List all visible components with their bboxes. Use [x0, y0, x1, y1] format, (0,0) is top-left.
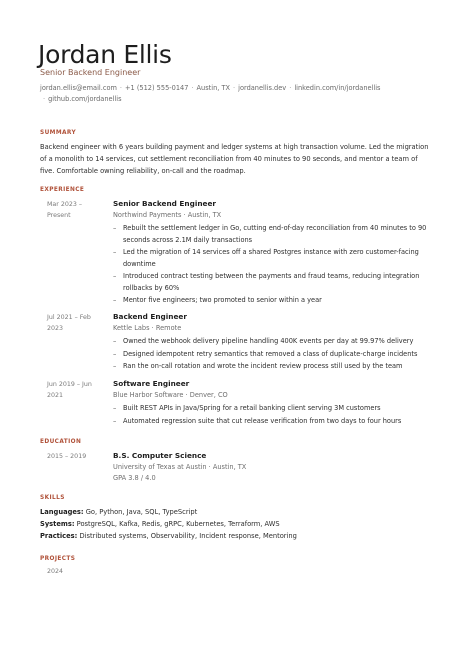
- bullet-item: – Owned the webhook delivery pipeline handling 400K events per day at 99.97% delivery: [113, 336, 433, 348]
- contact-linkedin[interactable]: linkedin.com/in/jordanellis: [294, 84, 381, 92]
- section-label-projects: PROJECTS: [40, 556, 76, 562]
- skills-key: Practices:: [40, 532, 78, 540]
- contact-location: Austin, TX: [196, 84, 230, 92]
- skills-value: Go, Python, Java, SQL, TypeScript: [85, 508, 198, 516]
- contact-website[interactable]: jordanellis.dev: [238, 84, 287, 92]
- section-label-education: EDUCATION: [40, 439, 82, 445]
- education-details: [113, 450, 433, 484]
- separator: ·: [289, 84, 292, 92]
- skills-value: Distributed systems, Observability, Incident response, Mentoring: [79, 532, 297, 540]
- job-organization: Kettle Labs · Remote: [113, 324, 182, 332]
- separator: ·: [119, 84, 123, 92]
- bullet-item: – Ran the on-call rotation and wrote the incident review process still used by the team: [113, 361, 433, 373]
- job-details: [113, 311, 433, 374]
- job-dates: Jul 2021 – Feb 2023: [47, 314, 91, 332]
- job-dates: Jun 2019 – Jun 2021: [47, 381, 92, 399]
- project-year: 2024: [47, 568, 64, 575]
- job-title: Senior Backend Engineer: [113, 199, 217, 208]
- job-title: Software Engineer: [113, 379, 190, 388]
- gpa: GPA 3.8 / 4.0: [113, 474, 156, 482]
- education-dates: 2015 – 2019: [47, 453, 87, 460]
- bullet-item: – Led the migration of 14 services off a shared Postgres instance with zero customer-facing downtime: [113, 247, 433, 270]
- separator: ·: [191, 84, 194, 92]
- section-label-experience: EXPERIENCE: [40, 187, 85, 193]
- bullet-item: – Built REST APIs in Java/Spring for a retail banking client serving 3M customers: [113, 403, 433, 415]
- skills-list: [40, 506, 432, 542]
- bullet-item: – Introduced contract testing between the payments and fraud teams, reducing integration rollbacks by 60%: [113, 271, 433, 294]
- candidate-role: Senior Backend Engineer: [40, 68, 141, 77]
- bullet-item: – Automated regression suite that cut release verification from two days to four hours: [113, 416, 433, 428]
- skills-value: PostgreSQL, Kafka, Redis, gRPC, Kubernetes, Terraform, AWS: [76, 520, 280, 528]
- school-name: University of Texas at Austin · Austin, TX: [113, 463, 247, 471]
- contact-phone[interactable]: +1 (512) 555-0147: [125, 84, 189, 92]
- bullet-item: – Rebuilt the settlement ledger in Go, cutting end-of-day reconciliation from 40 minutes to 90 seconds across 2.1M daily transactions: [113, 223, 433, 246]
- skills-key: Languages:: [40, 508, 84, 516]
- job-organization: Blue Harbor Software · Denver, CO: [113, 391, 228, 399]
- skills-row: [40, 518, 432, 530]
- job-details: [113, 198, 433, 308]
- bullet-item: – Designed idempotent retry semantics that removed a class of duplicate-charge incidents: [113, 349, 433, 361]
- skills-key: Systems:: [40, 520, 75, 528]
- section-label-summary: SUMMARY: [40, 130, 77, 136]
- job-bullets: [113, 403, 433, 427]
- contact-email[interactable]: jordan.ellis@email.com: [40, 84, 117, 92]
- separator: ·: [233, 84, 236, 92]
- contact-line: [40, 83, 430, 105]
- degree-title: B.S. Computer Science: [113, 451, 207, 460]
- job-dates: Mar 2023 – Present: [47, 201, 83, 219]
- candidate-name: Jordan Ellis: [38, 40, 172, 69]
- job-organization: Northwind Payments · Austin, TX: [113, 211, 222, 219]
- job-details: [113, 378, 433, 428]
- skills-row: [40, 530, 432, 542]
- summary-text: Backend engineer with 6 years building payment and ledger systems at high transaction volume. Led the migration of a monolith to 14 services, cut settlement reconciliation from 40 minutes to 90 seconds, and mentor a team of five. Comfortable owning reliability, on-call and the roadmap.: [40, 143, 429, 175]
- job-bullets: [113, 336, 433, 373]
- separator: ·: [43, 95, 46, 103]
- bullet-item: – Mentor five engineers; two promoted to senior within a year: [113, 295, 433, 307]
- job-title: Backend Engineer: [113, 312, 187, 321]
- section-label-skills: SKILLS: [40, 495, 65, 501]
- skills-row: [40, 506, 432, 518]
- contact-github[interactable]: github.com/jordanellis: [48, 95, 122, 103]
- job-bullets: [113, 223, 433, 307]
